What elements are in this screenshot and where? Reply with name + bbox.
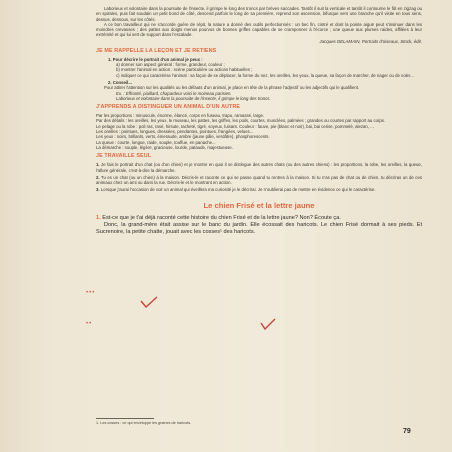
distinguish-line-1: Par les proportions : minuscule, énorme, élancé, corps en fuseau, trapu, ramassé, large. xyxy=(96,113,265,119)
excerpt-paragraph-1: Laborieux et volontaire dans la poursuite de l'insecte, il grimpe le long des troncs par brèves saccades. Tantôt il suit la verticale et tantôt il contourne le fût en zigzag ou en spirales, puis fait soudain un petit bond de côté, descend parfois le long de sa première, reprend son ascension, bifurque vers une branche qu'il visite en tous sens, dessus, dessous, sur les côtés. xyxy=(96,6,422,22)
distinguish-line-7: La démarche : souple, légère, gracieuse, lourde, pataude, majestueuse. xyxy=(96,144,233,150)
footnote-rule xyxy=(96,418,154,419)
red-tick-mark-1 xyxy=(140,296,158,308)
story-paragraph-1 xyxy=(96,215,422,222)
exercise-1 xyxy=(96,162,422,173)
margin-dots-2: •• xyxy=(86,321,93,327)
rule-1-title: Pour décrire le portrait d'un animal je peux : xyxy=(112,56,203,62)
story-title: Le chien Frisé et la lettre jaune xyxy=(203,200,315,210)
margin-dots-1: ••• xyxy=(86,290,96,296)
footnote: 1. Les cosses : ce qui enveloppe les graines de haricots. xyxy=(96,421,192,425)
distinguish-line-4: Les oreilles : pointues, longues, dressées, pendantes, pointues, frangées, velues... xyxy=(96,129,254,135)
rule-2-example-2: Laborieux et volontaire dans la poursuite de l'insecte, il grimpe le long des troncs. xyxy=(116,95,271,101)
exercise-2 xyxy=(96,175,422,186)
section-heading-retiens: JE ME RAPPELLE LA LEÇON ET JE RETIENS xyxy=(96,47,217,54)
rule-1-line-a: a) donner son aspect général : forme, grandeur, couleur ; xyxy=(116,62,225,68)
exercise-2-text: Tu es un chat (ou un chien) à la maison. Décris-le et raconte ce qui se passe quand tu rentres à la maison. Si tu n'as pas de chat ou de chien, tu décriras un de ces animaux chez un ami ou dans la rue. Décris-le et le montrant en action. xyxy=(96,174,422,186)
exercise-1-number: 1. xyxy=(96,162,100,168)
rule-2-title: Conseil... xyxy=(112,79,132,85)
page-number: 79 xyxy=(403,428,411,435)
distinguish-line-3: Le pelage ou la robe : poil ras, rasé, hirsute, tacheté, tigré, soyeux, luisant. Couleur : fauve, pie (blanc et noir), bai, bai cerise, pommelé, alezan, ... xyxy=(96,123,374,129)
story-paragraph-2: Donc, la grand-mère était assise sur le banc du jardin. Elle écossait des haricots. Le chien Frisé dormait à ses pieds. Et Sucrenoire, la petite chatte, jouait avec les cosses¹ des haricots. xyxy=(96,221,422,236)
distinguish-line-6: La queue : courte, longue, raide, souple, touffue, en panache... xyxy=(96,139,216,145)
red-tick-mark-2 xyxy=(260,318,276,330)
section-heading-distinguer: J'APPRENDS A DISTINGUER UN ANIMAL D'UN AUTRE xyxy=(96,104,241,111)
excerpt-author: Jacques DELAMAIN, Portraits d'oiseaux, Stock, édit. xyxy=(319,38,422,44)
story-number: 1. xyxy=(96,214,101,221)
rule-2-text: Pour attirer l'attention sur les qualités ou les défauts d'un animal, je place en tête de la phrase l'adjectif ou les adjectifs qui le qualifient. xyxy=(104,85,360,91)
exercise-2-number: 2. xyxy=(96,174,100,180)
exercise-1-text: Je fais le portrait d'un chat (ou d'un chien) et je montre en quoi il se distingue des autres chats (ou des autres chiens) : les proportions, la robe, les oreilles, la queue, l'allure générale, c'est-à-dire la démarche. xyxy=(96,162,422,173)
exercise-3-text: Lorsque j'aurai l'occasion de voir un animal qui éveillera ma curiosité je le décrirai. Je n'oublierai pas de mettre en évidence ce qui le caractérise. xyxy=(100,187,376,193)
exercise-3-number: 3. xyxy=(96,187,100,193)
rule-2-number: 2. xyxy=(108,79,112,85)
excerpt-paragraph-2: A ce bon travailleur qui ne s'accorde guère de répit, la nature a donné des outils perfectionnés : un bec fin, cintré et dont la pointe aiguë peut s'insinuer dans les moindres crevasses ; des pattes aux doigts menus pourvus de bonnes griffes capables de se cramponner à l'écorce ; une queue aux plumes raides, affilées à leur extrémité et qui lui sert de support dans l'escalade. xyxy=(96,21,422,38)
section-heading-travaille: JE TRAVAILLE SEUL xyxy=(96,153,152,160)
rule-1-line-b: b) montrer l'animal en action : scène particulière ou actions habituelles ; xyxy=(116,67,253,73)
exercise-3 xyxy=(96,187,422,192)
rule-1-line-c: c) indiquer ce qui caractérise l'animal : sa façon de se déplacer, la forme du nez, les oreilles, les yeux, la queue, sa façon de marcher, de nager ou de voler... xyxy=(116,72,414,78)
story-line-1: Est-ce que je t'ai déjà raconté cette histoire du chien Frisé et de la lettre jaune? Non? Écoute ça. xyxy=(102,214,341,221)
rule-1-number: 1. xyxy=(108,56,112,62)
page-content xyxy=(96,6,422,236)
distinguish-line-5: Les yeux : noirs, brillants, verts, émeraude, ambre (jaune pâle, verdâtre), phosphorescents. xyxy=(96,134,270,140)
distinguish-line-2: Par des détails : les oreilles, les yeux, le museau, les pattes, les griffes, les poils, courtes, musclées, palmées ; grandes ou courtes par rapport au corps. xyxy=(96,118,386,124)
rule-2-example-1: Ex. : Effronté, piaillard, chapardeur voici le moineau parisien. xyxy=(116,90,232,96)
